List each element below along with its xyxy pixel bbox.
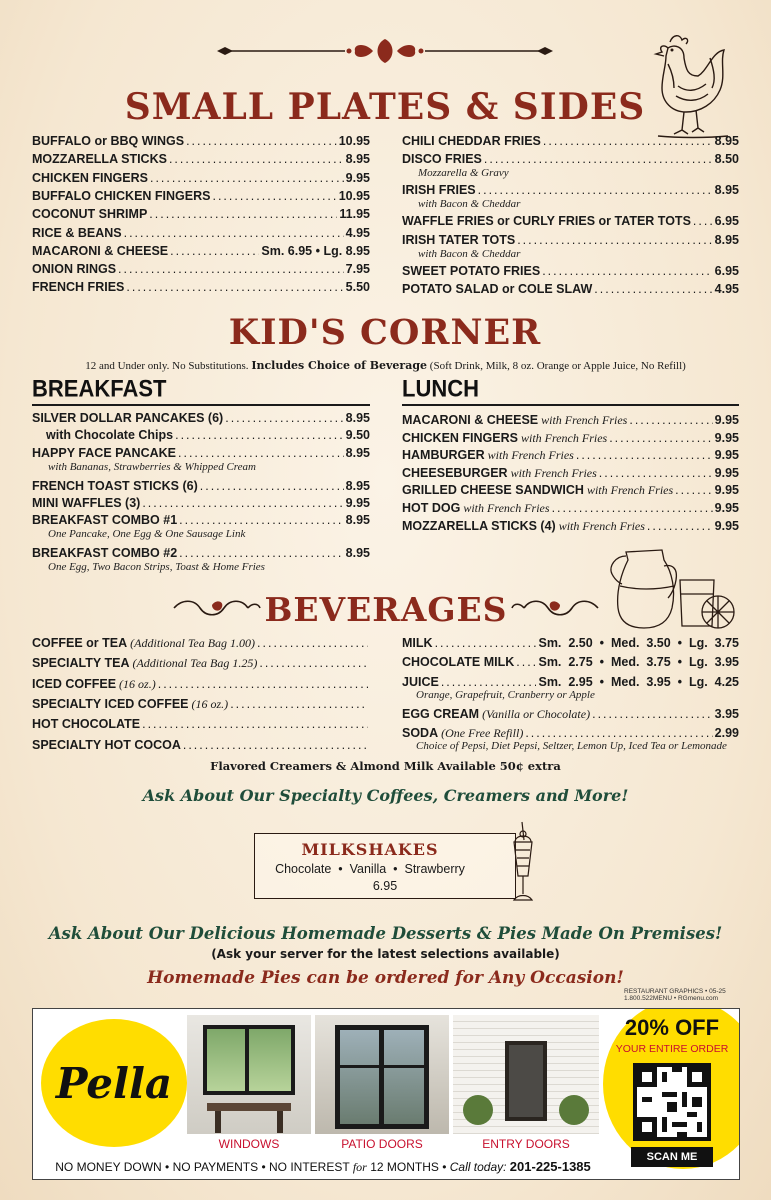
dot-leader (158, 677, 368, 691)
item-name: CHICKEN FINGERS with French Fries (402, 430, 608, 445)
item-name: HOT CHOCOLATE (32, 717, 141, 732)
item-note: (Additional Tea Bag 1.00) (127, 636, 256, 650)
menu-item (402, 233, 739, 247)
ask-desserts: Ask About Our Delicious Homemade Desserts & Pies Made On Premises! (48, 924, 723, 943)
item-name: HOT DOG with French Fries (402, 501, 550, 515)
item-name: MOZZARELLA STICKS (4) with French Fries (402, 518, 645, 533)
item-name: ICED COFFEE (16 oz.) (32, 676, 156, 691)
item-price: 5.50 (345, 280, 370, 295)
ad-footer: NO MONEY DOWN • NO PAYMENTS • NO INTEREST for 12 MONTHS • Call today: 201-225-1385 (55, 1159, 591, 1174)
dot-leader (629, 413, 712, 427)
beverages-right-flourish-icon (510, 597, 600, 619)
item-price: Sm. 2.75 • Med. 3.75 • Lg. 3.95 (538, 655, 739, 670)
item-note: (Vanilla or Chocolate) (479, 706, 591, 721)
scan-me-button[interactable]: SCAN ME (631, 1147, 713, 1167)
item-note: (16 oz.) (116, 676, 156, 691)
dot-leader (576, 448, 713, 462)
patio-doors-photo (315, 1015, 449, 1134)
menu-item (402, 431, 739, 446)
item-name: HAMBURGER with French Fries (402, 448, 574, 463)
menu-item (402, 134, 739, 148)
kids-corner-note: 12 and Under only. No Substitutions. Includes Choice of Beverage (Soft Drink, Milk, 8 oz. Orange or Apple Juice, No Refill) (85, 359, 686, 372)
offer-line: YOUR ENTIRE ORDER (615, 1043, 729, 1055)
dot-leader (259, 656, 368, 670)
menu-item (32, 513, 370, 527)
entry-doors-label: ENTRY DOORS (482, 1137, 570, 1151)
item-price: Sm. 2.95 • Med. 3.95 • Lg. 4.25 (538, 674, 739, 689)
dot-leader (200, 479, 344, 493)
menu-item (32, 697, 370, 712)
top-flourish-icon (215, 36, 555, 66)
menu-item (402, 466, 739, 481)
item-name: WAFFLE FRIES or CURLY FRIES or TATER TOTS (402, 214, 691, 229)
menu-item (402, 726, 739, 741)
milkshake-glass-icon (508, 820, 538, 906)
item-name: BUFFALO or BBQ WINGS (32, 134, 185, 148)
item-name: BUFFALO CHICKEN FINGERS (32, 188, 211, 203)
item-price: 3.95 (714, 706, 739, 721)
patio-doors-label: PATIO DOORS (341, 1137, 423, 1151)
menu-item (402, 214, 739, 228)
menu-item (32, 677, 370, 692)
item-note: with French Fries (517, 430, 608, 445)
item-price: 4.95 (714, 281, 739, 296)
dot-leader (517, 233, 712, 247)
item-price: 9.95 (714, 483, 739, 498)
dot-leader (230, 697, 368, 711)
dot-leader (478, 183, 713, 197)
dot-leader (542, 264, 712, 278)
item-price: 9.95 (714, 501, 739, 515)
item-name: FRENCH FRIES (32, 280, 125, 295)
item-note: with French Fries (583, 483, 674, 498)
menu-item (32, 280, 370, 294)
juice-pitcher-icon (606, 546, 742, 632)
item-price: 4.95 (345, 225, 370, 240)
item-name: with Chocolate Chips (46, 428, 174, 443)
item-name: CHICKEN FINGERS (32, 170, 148, 185)
item-price: 9.95 (714, 518, 739, 533)
menu-item (402, 501, 739, 516)
item-name: HAPPY FACE PANCAKE (32, 445, 177, 460)
item-description: Orange, Grapefruit, Cranberry or Apple (416, 688, 595, 701)
item-note: with French Fries (507, 465, 597, 480)
item-name: BREAKFAST COMBO #2 (32, 546, 178, 561)
item-name: MILK (402, 636, 433, 650)
menu-item (32, 496, 370, 510)
ask-server-note: (Ask your server for the latest selections available) (211, 947, 560, 961)
dot-leader (179, 546, 344, 560)
dot-leader (149, 207, 337, 221)
item-name: DISCO FRIES (402, 152, 482, 167)
creamers-note: Flavored Creamers & Almond Milk Available 50¢ extra (210, 759, 561, 773)
item-note: with French Fries (538, 413, 628, 427)
item-name: COCONUT SHRIMP (32, 207, 148, 222)
item-price: 9.50 (345, 428, 370, 443)
item-name: POTATO SALAD or COLE SLAW (402, 281, 593, 296)
windows-photo (187, 1015, 311, 1134)
menu-item (32, 189, 370, 203)
item-description: Choice of Pepsi, Diet Pepsi, Seltzer, Lemon Up, Iced Tea or Lemonade (416, 739, 727, 752)
menu-item (402, 707, 739, 722)
menu-item (32, 262, 370, 276)
menu-item (32, 546, 370, 560)
menu-item (402, 282, 739, 296)
item-price: 8.95 (345, 546, 370, 561)
item-name: IRISH TATER TOTS (402, 232, 516, 247)
menu-item (402, 152, 739, 166)
item-description: with Bacon & Cheddar (418, 198, 521, 211)
milkshakes-price: 6.95 (372, 879, 398, 893)
item-price: 8.95 (345, 445, 370, 460)
qr-code-icon (637, 1067, 707, 1137)
item-price: 8.95 (345, 478, 370, 493)
beverages-left-flourish-icon (172, 597, 262, 619)
item-note: (One Free Refill) (438, 725, 524, 740)
dot-leader (609, 431, 712, 445)
milkshakes-flavors: Chocolate • Vanilla • Strawberry (275, 862, 465, 876)
item-name: MOZZARELLA STICKS (32, 152, 167, 167)
menu-item (32, 226, 370, 240)
dot-leader (599, 466, 713, 480)
dot-leader (594, 282, 712, 296)
menu-item (402, 413, 739, 428)
dot-leader (183, 738, 368, 752)
dot-leader (592, 707, 713, 721)
item-name: CHILI CHEDDAR FRIES (402, 134, 541, 148)
item-name: SWEET POTATO FRIES (402, 263, 541, 278)
item-price: 8.95 (714, 232, 739, 247)
item-name: JUICE (402, 674, 439, 689)
dot-leader (175, 428, 344, 442)
homemade-pies: Homemade Pies can be ordered for Any Occasion! (147, 968, 624, 988)
menu-item (32, 152, 370, 166)
item-name: SILVER DOLLAR PANCAKES (6) (32, 411, 224, 425)
restaurant-graphics-credit: RESTAURANT GRAPHICS • 05-25 1.800.522MENU • RGmenu.com (624, 988, 726, 1002)
item-price: 2.99 (714, 725, 739, 740)
dot-leader (142, 496, 343, 510)
dot-leader (142, 717, 368, 731)
dot-leader (186, 134, 337, 148)
menu-item (32, 428, 370, 442)
menu-item (32, 738, 370, 752)
item-price: 9.95 (345, 170, 370, 185)
dot-leader (126, 280, 343, 294)
item-description: One Egg, Two Bacon Strips, Toast & Home Fries (48, 561, 265, 574)
item-price: 8.95 (345, 513, 370, 528)
item-price: 9.95 (714, 465, 739, 480)
pella-logo-text: Pella (55, 1059, 173, 1108)
item-price: 8.95 (714, 183, 739, 198)
menu-item (32, 171, 370, 185)
dot-leader (170, 244, 259, 258)
item-price: Sm. 6.95 • Lg. 8.95 (261, 243, 370, 258)
menu-item (402, 183, 739, 197)
item-price: 8.95 (345, 152, 370, 167)
dot-leader (178, 446, 344, 460)
dot-leader (543, 134, 713, 148)
item-price: 7.95 (345, 262, 370, 277)
item-description: with Bacon & Cheddar (418, 247, 521, 260)
dot-leader (150, 171, 344, 185)
item-price: 8.50 (714, 152, 739, 167)
menu-item (32, 411, 370, 425)
item-note: (Additional Tea Bag 1.25) (129, 656, 258, 671)
dot-leader (124, 226, 344, 240)
item-name: EGG CREAM (Vanilla or Chocolate) (402, 706, 591, 721)
dot-leader (225, 411, 343, 425)
item-price: 11.95 (339, 207, 370, 222)
item-price: 9.95 (714, 413, 739, 427)
item-description: Mozzarella & Gravy (418, 167, 509, 180)
menu-item (32, 446, 370, 460)
dot-leader (257, 636, 368, 650)
qr-code[interactable] (633, 1063, 711, 1141)
item-name: IRISH FRIES (402, 183, 476, 198)
breakfast-underline (32, 404, 370, 406)
menu-item (32, 479, 370, 493)
item-price: 6.95 (714, 263, 739, 278)
beverages-title: BEVERAGES (264, 590, 508, 629)
menu-item (402, 448, 739, 463)
item-name: BREAKFAST COMBO #1 (32, 513, 178, 528)
dot-leader (179, 513, 344, 527)
dot-leader (118, 262, 344, 276)
item-name: ONION RINGS (32, 262, 117, 277)
lunch-heading: LUNCH (402, 374, 479, 403)
dot-leader (484, 152, 713, 166)
item-price: 9.95 (345, 495, 370, 510)
menu-item (402, 675, 739, 689)
item-name: MACARONI & CHEESE (32, 243, 169, 258)
item-price: 10.95 (338, 188, 370, 203)
item-name: COFFEE or TEA (Additional Tea Bag 1.00) (32, 636, 256, 650)
dot-leader (212, 189, 336, 203)
item-name: CHEESEBURGER with French Fries (402, 465, 597, 480)
dot-leader (675, 483, 712, 497)
dot-leader (647, 519, 713, 533)
item-price: 8.95 (345, 411, 370, 425)
item-price: Sm. 2.50 • Med. 3.50 • Lg. 3.75 (538, 636, 739, 650)
menu-item (402, 655, 739, 669)
menu-item (402, 483, 739, 498)
item-name: RICE & BEANS (32, 225, 122, 240)
menu-item (32, 717, 370, 731)
item-name: SPECIALTY ICED COFFEE (16 oz.) (32, 696, 229, 711)
item-name: GRILLED CHEESE SANDWICH with French Fries (402, 483, 674, 498)
item-note: (16 oz.) (188, 696, 229, 711)
item-price: 6.95 (714, 214, 739, 229)
dot-leader (552, 501, 713, 515)
dot-leader (525, 726, 712, 740)
menu-item (402, 264, 739, 278)
item-price: 9.95 (714, 448, 739, 463)
item-name: MINI WAFFLES (3) (32, 495, 141, 510)
item-description: One Pancake, One Egg & One Sausage Link (48, 528, 246, 541)
dot-leader (516, 655, 536, 669)
item-name: CHOCOLATE MILK (402, 655, 515, 670)
entry-doors-photo (453, 1015, 599, 1134)
item-name: SPECIALTY HOT COCOA (32, 737, 181, 752)
menu-item (32, 656, 370, 671)
item-note: with French Fries (460, 501, 550, 515)
lunch-underline (402, 404, 739, 406)
breakfast-heading: BREAKFAST (32, 374, 167, 403)
menu-item (32, 636, 370, 651)
dot-leader (169, 152, 344, 166)
item-name: FRENCH TOAST STICKS (6) (32, 478, 198, 493)
ask-specialty-coffees: Ask About Our Specialty Coffees, Creamers and More! (142, 786, 629, 805)
kids-corner-title: KID'S CORNER (228, 312, 542, 353)
item-name: SPECIALTY TEA (Additional Tea Bag 1.25) (32, 656, 258, 671)
item-note: with French Fries (484, 448, 574, 463)
item-name: SODA (One Free Refill) (402, 725, 524, 740)
item-note: with French Fries (555, 518, 645, 533)
item-price: 8.95 (714, 134, 739, 148)
menu-item (32, 207, 370, 221)
offer-percent: 20% OFF (624, 1015, 720, 1040)
item-price: 10.95 (338, 134, 370, 148)
menu-item (402, 636, 739, 650)
item-price: 9.95 (714, 430, 739, 445)
pella-ad[interactable] (32, 1008, 740, 1180)
windows-label: WINDOWS (218, 1137, 280, 1151)
menu-item (32, 134, 370, 148)
ad-phone[interactable]: 201-225-1385 (509, 1159, 591, 1174)
menu-item (32, 244, 370, 258)
dot-leader (693, 214, 713, 228)
item-name: MACARONI & CHEESE with French Fries (402, 413, 628, 427)
dot-leader (435, 636, 537, 650)
dot-leader (441, 675, 537, 689)
menu-item (402, 519, 739, 534)
small-plates-title: SMALL PLATES & SIDES (124, 86, 646, 128)
item-description: with Bananas, Strawberries & Whipped Cream (48, 460, 256, 473)
milkshakes-title: MILKSHAKES (301, 840, 439, 859)
